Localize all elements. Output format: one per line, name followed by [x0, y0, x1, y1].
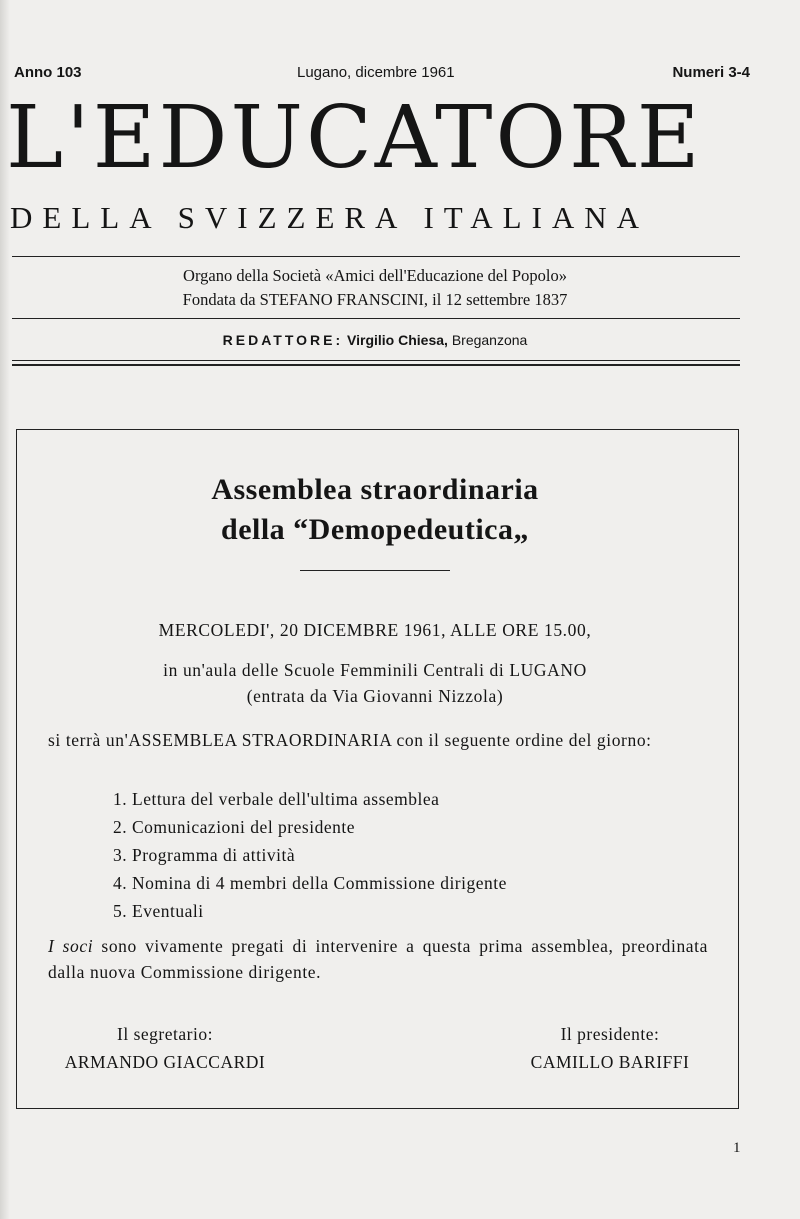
divider	[12, 318, 740, 319]
closing-text: sono vivamente pregati di intervenire a questa prima assemblea, preordinata dalla nuova Commissione dirigente.	[48, 936, 708, 982]
closing-note	[48, 933, 708, 985]
secretary-signature	[50, 1020, 280, 1076]
volume-number: Anno 103	[14, 64, 82, 81]
agenda-item: 1. Lettura del verbale dell'ultima assemblea	[113, 789, 440, 809]
secretary-name: ARMANDO GIACCARDI	[64, 1052, 266, 1072]
issue-numbers: Numeri 3-4	[672, 64, 750, 81]
meeting-place: in un'aula delle Scuole Femminili Centrali di LUGANO	[163, 660, 587, 680]
founder-line: Fondata da STEFANO FRANSCINI, il 12 settembre 1837	[182, 290, 568, 309]
title-line-1: Assemblea straordinaria	[211, 473, 539, 506]
title-line-2: della “Demopedeutica„	[221, 513, 529, 546]
meeting-intro: si terrà un'ASSEMBLEA STRAORDINARIA con il seguente ordine del giorno:	[48, 730, 652, 750]
title-rule	[300, 570, 450, 571]
meeting-date: MERCOLEDI', 20 DICEMBRE 1961, ALLE ORE 15.00,	[158, 620, 592, 640]
masthead-title: L'EDUCATORE	[6, 88, 703, 188]
closing-emphasis: I soci	[48, 936, 94, 956]
agenda-list	[113, 785, 507, 925]
editor-label: REDATTORE:	[222, 332, 344, 348]
president-label: Il presidente:	[560, 1024, 660, 1044]
agenda-item: 3. Programma di attività	[113, 845, 296, 865]
agenda-item: 2. Comunicazioni del presidente	[113, 817, 355, 837]
issue-header	[10, 64, 750, 84]
editor-place: Breganzona	[451, 332, 528, 348]
organ-info	[0, 264, 750, 312]
president-name: CAMILLO BARIFFI	[530, 1052, 690, 1072]
agenda-item: 4. Nomina di 4 membri della Commissione dirigente	[113, 873, 507, 893]
meeting-entrance: (entrata da Via Giovanni Nizzola)	[246, 686, 504, 706]
place-date: Lugano, dicembre 1961	[297, 64, 455, 81]
masthead-subtitle: DELLA SVIZZERA ITALIANA	[10, 200, 650, 235]
divider	[12, 256, 740, 257]
divider-thick	[12, 364, 740, 366]
president-signature	[505, 1020, 715, 1076]
page-number: 1	[733, 1140, 741, 1156]
editor-line	[0, 332, 750, 348]
agenda-item: 5. Eventuali	[113, 901, 204, 921]
editor-name: Virgilio Chiesa,	[347, 332, 448, 348]
organ-line: Organo della Società «Amici dell'Educazione del Popolo»	[183, 266, 567, 285]
announcement-title	[0, 470, 750, 550]
divider	[12, 360, 740, 361]
secretary-label: Il segretario:	[117, 1024, 213, 1044]
